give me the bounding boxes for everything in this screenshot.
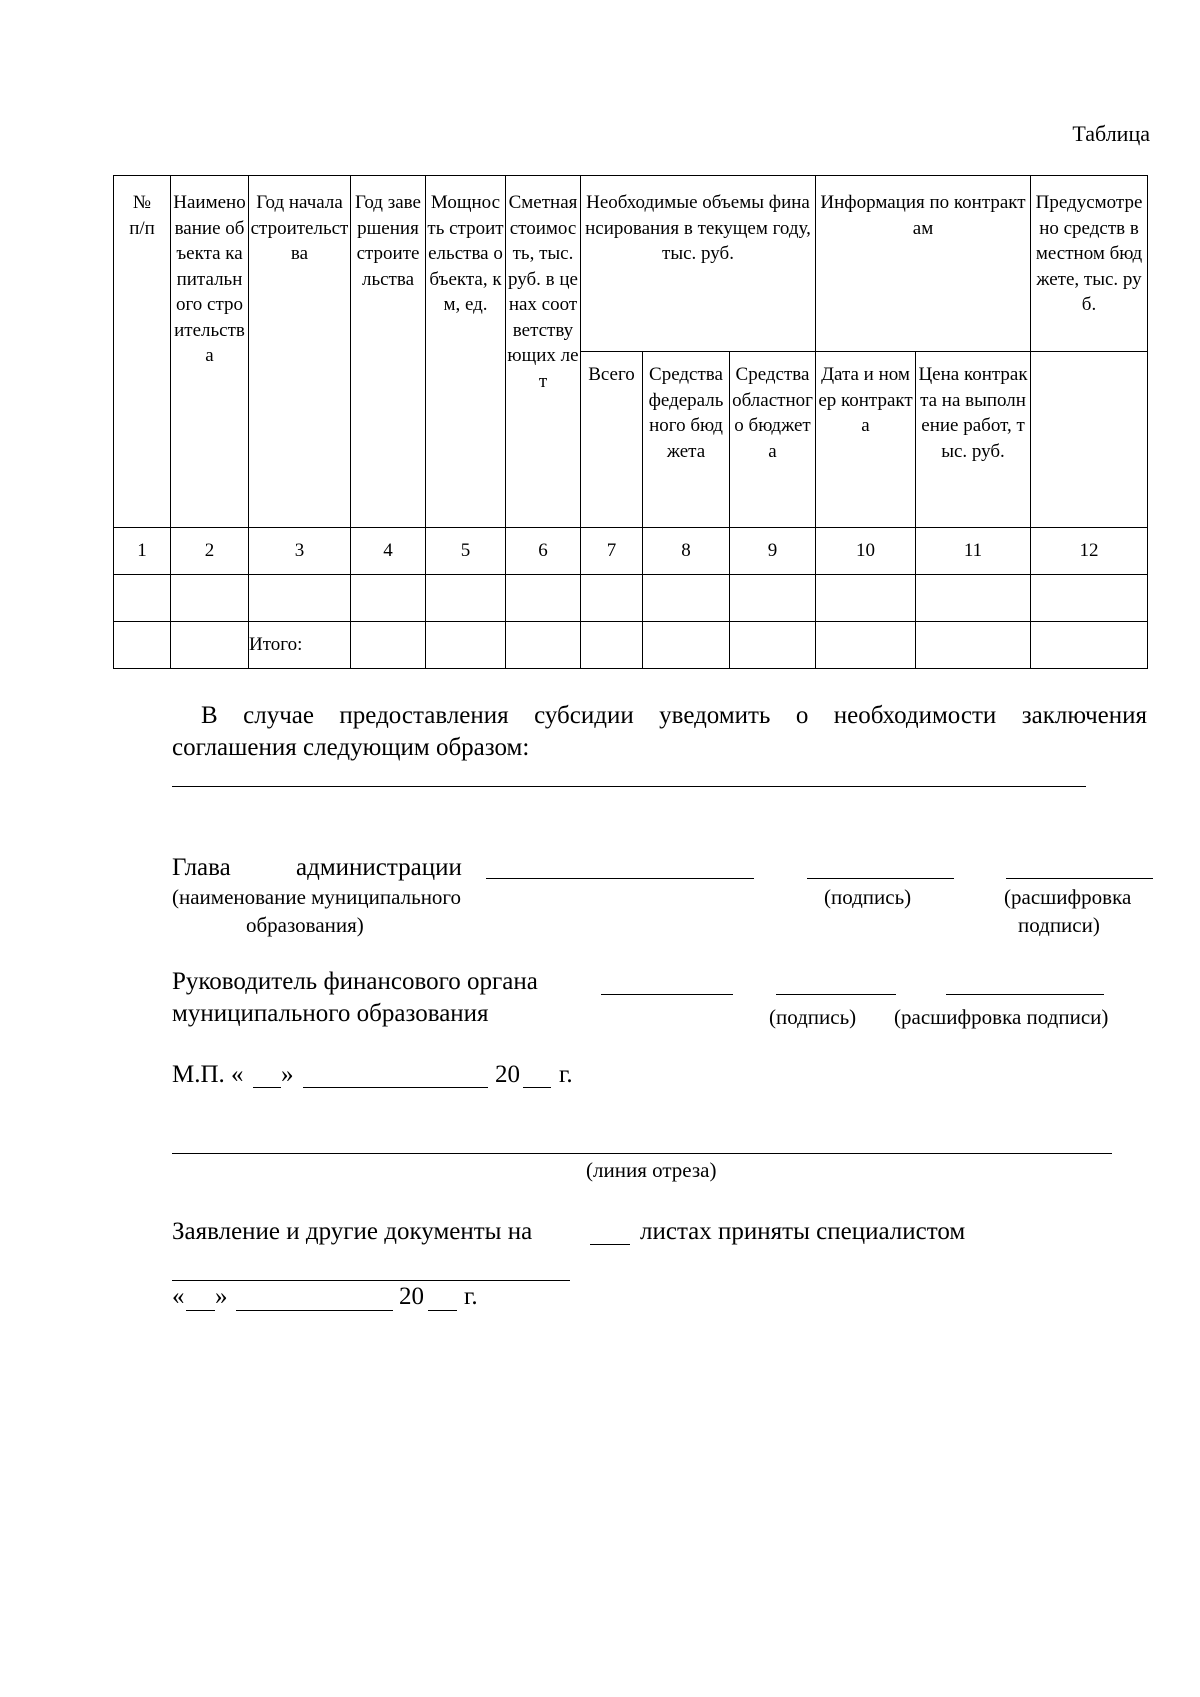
total-label: Итого: — [249, 622, 351, 669]
receipt-year-line — [428, 1310, 457, 1311]
head-sign-hint: (подпись) — [824, 885, 912, 909]
stamp-year-prefix: 20 — [495, 1061, 520, 1088]
header-regional-funds: Средства областного бюджета — [730, 352, 816, 528]
notice-line-2: соглашения следующим образом: — [172, 734, 530, 761]
finance-sign-line — [776, 994, 896, 995]
head-decode-hint: (расшифровка — [1004, 885, 1132, 909]
receipt-year-suffix: г. — [464, 1283, 478, 1310]
header-capacity: Мощность строительства объекта, км, ед. — [426, 176, 506, 528]
head-name-hint: (наименование муниципального — [172, 885, 462, 909]
header-total: Всего — [581, 352, 643, 528]
receipt-date-close: » — [215, 1283, 228, 1310]
column-number: 6 — [506, 528, 581, 575]
column-number: 11 — [916, 528, 1031, 575]
financing-table — [113, 175, 1148, 669]
cut-line — [172, 1153, 1112, 1154]
head-decode-line — [1006, 878, 1153, 879]
column-number: 9 — [730, 528, 816, 575]
head-decode-hint-2: подписи) — [1018, 913, 1100, 937]
table-row-total — [114, 622, 1148, 669]
header-end-year: Год завершения строительства — [351, 176, 426, 528]
header-estimated-cost: Сметная стоимость, тыс. руб. в ценах соответствующих лет — [506, 176, 581, 528]
head-label-end: администрации — [296, 854, 462, 881]
stamp-quote-close: » — [281, 1061, 294, 1088]
header-object-name: Наименование объекта капитального строительства — [171, 176, 249, 528]
column-number: 2 — [171, 528, 249, 575]
column-number: 1 — [114, 528, 171, 575]
header-start-year: Год начала строительства — [249, 176, 351, 528]
finance-label-2: муниципального образования — [172, 1000, 489, 1027]
column-number: 10 — [816, 528, 916, 575]
receipt-specialist-line — [172, 1280, 570, 1281]
notice-line-1: В случае предоставления субсидии уведомить о необходимости заключения — [201, 702, 1147, 729]
header-federal-funds: Средства федерального бюджета — [643, 352, 730, 528]
header-local-budget-empty — [1031, 352, 1148, 528]
column-numbers-row — [114, 528, 1148, 575]
column-number: 8 — [643, 528, 730, 575]
stamp-day-line — [253, 1087, 281, 1088]
header-group-contracts: Информация по контрактам — [816, 176, 1031, 352]
finance-name-line — [601, 994, 733, 995]
column-number: 5 — [426, 528, 506, 575]
head-label-start: Глава — [172, 854, 231, 881]
stamp-year-line — [523, 1087, 551, 1088]
finance-sign-hint: (подпись) — [769, 1005, 857, 1029]
column-number: 12 — [1031, 528, 1148, 575]
notice-paragraph — [172, 700, 1147, 764]
receipt-date-open: « — [172, 1283, 185, 1310]
header-contract-date-number: Дата и номер контракта — [816, 352, 916, 528]
head-name-hint-2: образования) — [246, 913, 364, 937]
notice-fill-line — [172, 786, 1086, 787]
stamp-month-line — [303, 1087, 488, 1088]
head-name-line — [486, 878, 754, 879]
stamp-prefix: М.П. « — [172, 1061, 244, 1088]
table-row-empty — [114, 575, 1148, 622]
receipt-year-prefix: 20 — [399, 1283, 424, 1310]
stamp-year-suffix: г. — [559, 1061, 573, 1088]
table-caption: Таблица — [1072, 121, 1150, 146]
finance-label-1: Руководитель финансового органа — [172, 968, 538, 995]
header-contract-price: Цена контракта на выполнение работ, тыс. руб. — [916, 352, 1031, 528]
finance-decode-hint: (расшифровка подписи) — [894, 1005, 1109, 1029]
header-number: № п/п — [114, 176, 171, 528]
column-number: 4 — [351, 528, 426, 575]
receipt-text-after: листах приняты специалистом — [640, 1218, 966, 1245]
receipt-pages-line — [590, 1244, 630, 1245]
receipt-day-line — [186, 1310, 215, 1311]
head-sign-line — [807, 878, 954, 879]
receipt-month-line — [236, 1310, 393, 1311]
column-number: 7 — [581, 528, 643, 575]
header-local-budget: Предусмотрено средств в местном бюджете, тыс. руб. — [1031, 176, 1148, 352]
header-group-finance: Необходимые объемы финансирования в текущем году, тыс. руб. — [581, 176, 816, 352]
cut-line-label: (линия отреза) — [586, 1158, 717, 1182]
receipt-text-before: Заявление и другие документы на — [172, 1218, 533, 1245]
column-number: 3 — [249, 528, 351, 575]
finance-decode-line — [946, 994, 1104, 995]
